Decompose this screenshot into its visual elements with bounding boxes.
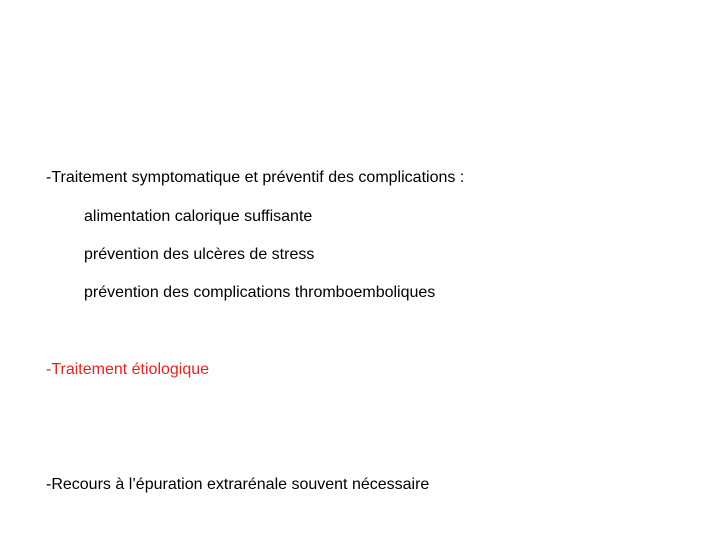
etiologic-treatment-heading: -Traitement étiologique (46, 361, 210, 378)
list-item-stress-ulcers: prévention des ulcères de stress (84, 246, 315, 263)
list-item-thromboembolic: prévention des complications thromboemboliques (84, 284, 436, 301)
extrarenal-purification-heading: -Recours à l’épuration extrarénale souvent nécessaire (46, 476, 430, 493)
list-item-alimentation: alimentation calorique suffisante (84, 208, 313, 225)
symptomatic-treatment-heading: -Traitement symptomatique et préventif des complications : (46, 169, 465, 186)
